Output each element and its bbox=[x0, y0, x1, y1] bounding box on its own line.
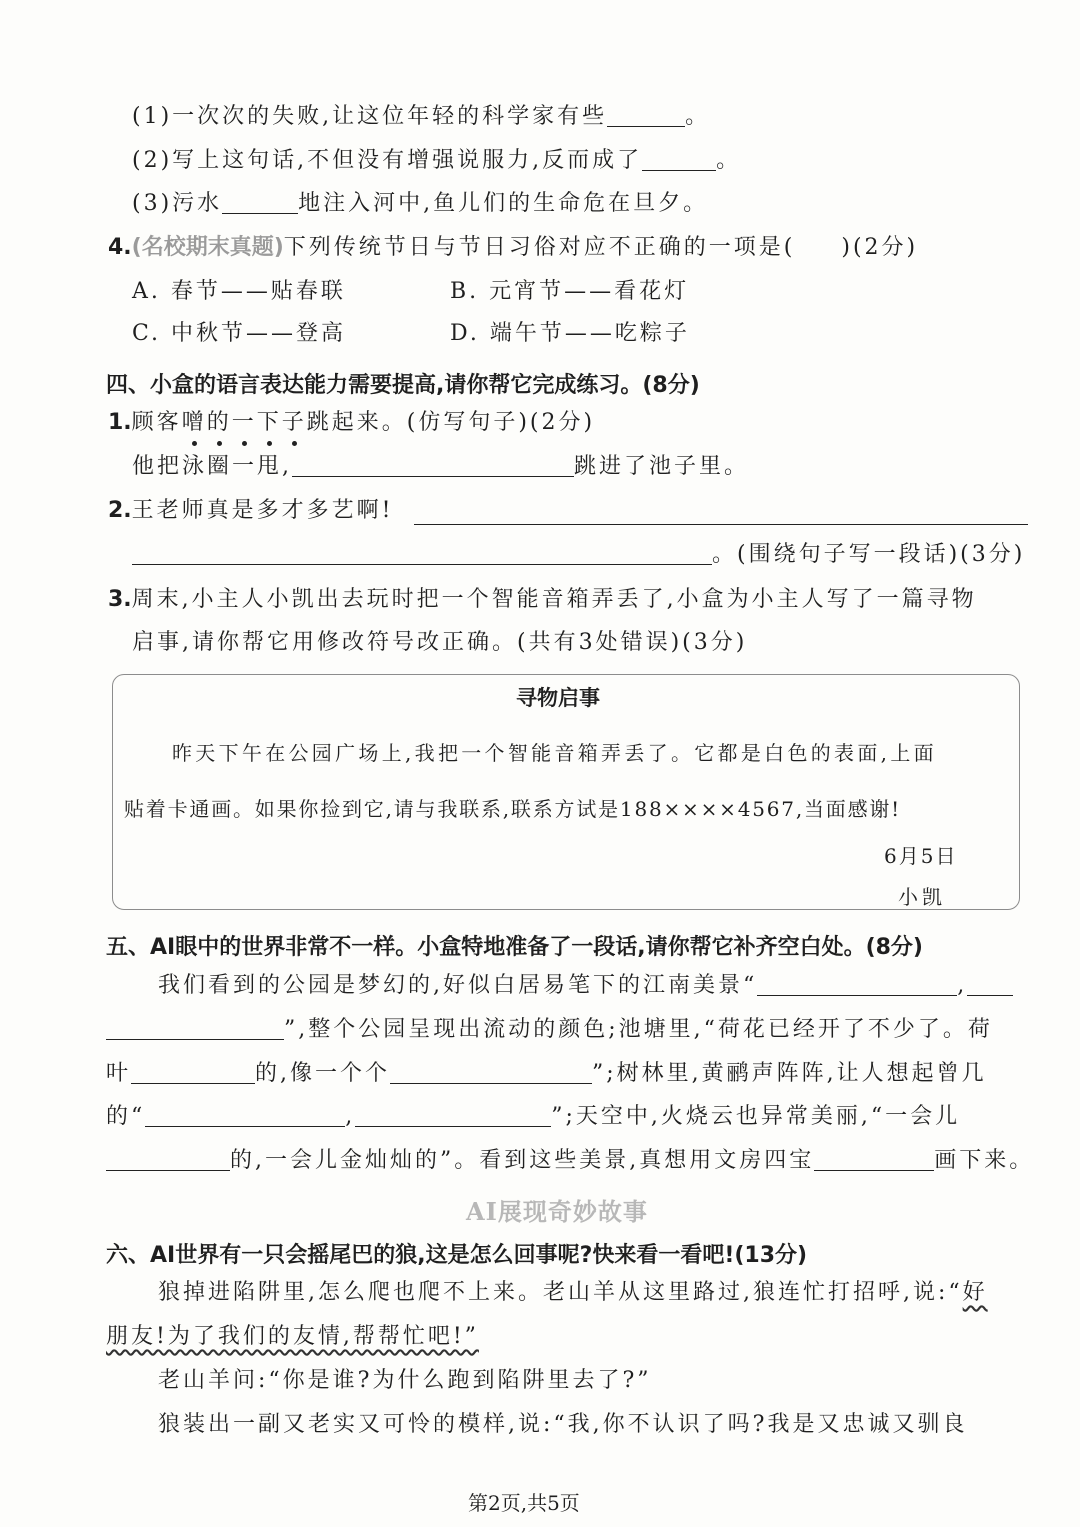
q3-item-2 bbox=[132, 150, 741, 172]
q4-option-a: A. 春节——贴春联 bbox=[132, 279, 346, 304]
section6-title: 六、AI世界有一只会摇尾巴的狼,这是怎么回事呢?快来看一看吧!(13分) bbox=[106, 1243, 808, 1268]
s5-text: 我们看到的公园是梦幻的,好似白居易笔下的江南美景“ bbox=[158, 973, 758, 998]
s4-q3-line1 bbox=[108, 589, 977, 611]
emphasis-char: 子 bbox=[281, 410, 307, 435]
s6-para-2: 老山羊问:“你是谁?为什么跑到陷阱里去了?” bbox=[158, 1368, 652, 1393]
answer-blank[interactable] bbox=[106, 1169, 230, 1171]
s5-line-1 bbox=[158, 975, 1013, 997]
emphasis-char: 下 bbox=[256, 410, 282, 435]
q3-item-3-end: 地注入河中,鱼儿们的生命危在旦夕。 bbox=[298, 191, 709, 216]
s5-text: , bbox=[957, 973, 968, 998]
q4-tag: (名校期末真题) bbox=[131, 235, 284, 260]
answer-blank[interactable] bbox=[967, 994, 1013, 996]
s4-q1-pre: 顾客 bbox=[131, 410, 182, 435]
s4-q3-number: 3. bbox=[108, 587, 132, 612]
q3-item-1-end: 。 bbox=[685, 104, 711, 129]
s5-text: ”;天空中,火烧云也异常美丽,“一会儿 bbox=[551, 1104, 961, 1129]
s4-q1-number: 1. bbox=[108, 410, 132, 435]
s4-q1-line2-a: 他把泳圈一甩, bbox=[132, 454, 292, 479]
q4-number: 4. bbox=[108, 235, 132, 260]
q3-item-1-text: (1)一次次的失败,让这位年轻的科学家有些 bbox=[132, 104, 608, 129]
answer-blank[interactable] bbox=[814, 1169, 934, 1171]
q4-text: 下列传统节日与节日习俗对应不正确的一项是( bbox=[283, 235, 796, 260]
s6-text: 狼掉进陷阱里,怎么爬也爬不上来。老山羊从这里路过,狼连忙打招呼,说:“ bbox=[158, 1280, 963, 1305]
s6-para-3: 狼装出一副又老实又可怜的模样,说:“我,你不认识了吗?我是又忠诚又驯良 bbox=[158, 1412, 968, 1437]
s4-q3-text: 周末,小主人小凯出去玩时把一个智能音箱弄丢了,小盒为小主人写了一篇寻物 bbox=[131, 587, 977, 612]
q4-option-d: D. 端午节——吃粽子 bbox=[450, 321, 690, 346]
notice-title: 寻物启事 bbox=[516, 686, 600, 710]
q4-option-b: B. 元宵节——看花灯 bbox=[450, 279, 690, 304]
q3-item-2-text: (2)写上这句话,不但没有增强说服力,反而成了 bbox=[132, 148, 643, 173]
s5-line-2 bbox=[106, 1019, 993, 1041]
s4-q2-tail: 。(围绕句子写一段话)(3分) bbox=[712, 542, 1026, 567]
section5-title: 五、AI眼中的世界非常不一样。小盒特地准备了一段话,请你帮它补齐空白处。(8分) bbox=[106, 935, 923, 960]
page-footer: 第2页,共5页 bbox=[468, 1491, 580, 1515]
s4-q1-stem bbox=[108, 412, 595, 434]
s4-q2-stem bbox=[108, 500, 394, 522]
s5-text: ”;树林里,黄鹂声阵阵,让人想起曾几 bbox=[592, 1061, 987, 1086]
notice-line-1[interactable]: 昨天下午在公园广场上,我把一个智能音箱弄丢了。它都是白色的表面,上面 bbox=[172, 741, 937, 765]
answer-blank[interactable] bbox=[145, 1125, 345, 1127]
s5-text: 画下来。 bbox=[934, 1148, 1035, 1173]
answer-blank[interactable] bbox=[292, 475, 574, 477]
section4-title: 四、小盒的语言表达能力需要提高,请你帮它完成练习。(8分) bbox=[106, 373, 700, 398]
ai-story-banner: AI展现奇妙故事 bbox=[466, 1197, 648, 1226]
q4-option-c: C. 中秋节——登高 bbox=[132, 321, 347, 346]
notice-line-2[interactable]: 贴着卡通画。如果你捡到它,请与我联系,联系方试是188××××4567,当面感谢! bbox=[124, 797, 902, 821]
emphasis-char: 的 bbox=[206, 410, 232, 435]
answer-line[interactable] bbox=[414, 524, 1028, 525]
s4-q3-line2: 启事,请你帮它用修改符号改正确。(共有3处错误)(3分) bbox=[132, 630, 748, 655]
answer-blank[interactable] bbox=[355, 1125, 551, 1127]
s5-line-3 bbox=[106, 1063, 987, 1085]
emphasis-char: 一 bbox=[231, 410, 257, 435]
s4-q1-post: 跳起来。(仿写句子)(2分) bbox=[306, 410, 596, 435]
notice-date: 6月5日 bbox=[884, 844, 958, 868]
s6-underlined-text: 朋友!为了我们的友情,帮帮忙吧!” bbox=[106, 1324, 479, 1349]
notice-signature: 小凯 bbox=[898, 885, 946, 909]
answer-blank[interactable] bbox=[131, 1082, 255, 1084]
answer-blank[interactable] bbox=[390, 1082, 592, 1084]
s4-q2-line2 bbox=[132, 544, 1025, 566]
answer-blank[interactable] bbox=[757, 994, 957, 996]
answer-blank[interactable] bbox=[642, 169, 716, 171]
s5-text: 叶 bbox=[106, 1061, 132, 1086]
q3-item-3-text: (3)污水 bbox=[132, 191, 223, 216]
q4-tail: )(2分) bbox=[841, 235, 919, 260]
s5-line-4 bbox=[106, 1106, 960, 1128]
q4-stem bbox=[108, 237, 918, 259]
answer-blank[interactable] bbox=[222, 212, 298, 214]
q3-item-2-end: 。 bbox=[716, 148, 742, 173]
s5-text: ”,整个公园呈现出流动的颜色;池塘里,“荷花已经开了不少了。荷 bbox=[284, 1017, 993, 1042]
s5-text: 的,一会儿金灿灿的”。看到这些美景,真想用文房四宝 bbox=[230, 1148, 815, 1173]
answer-line[interactable] bbox=[132, 563, 712, 565]
emphasis-char: 噌 bbox=[181, 410, 207, 435]
s5-text: , bbox=[345, 1104, 356, 1129]
s4-q1-line2 bbox=[132, 456, 749, 478]
s4-q2-text: 王老师真是多才多艺啊! bbox=[131, 498, 394, 523]
s4-q2-number: 2. bbox=[108, 498, 132, 523]
answer-blank[interactable] bbox=[106, 1038, 284, 1040]
s4-q1-line2-b: 跳进了池子里。 bbox=[574, 454, 750, 479]
s5-text: 的“ bbox=[106, 1104, 146, 1129]
answer-blank[interactable] bbox=[607, 125, 685, 127]
s6-underlined-text: 好 bbox=[962, 1280, 988, 1305]
s5-text: 的,像一个个 bbox=[255, 1061, 391, 1086]
q3-item-3 bbox=[132, 193, 708, 215]
s5-line-5 bbox=[106, 1150, 1034, 1172]
s6-para-1-line-2 bbox=[106, 1326, 479, 1348]
q3-item-1 bbox=[132, 106, 710, 128]
s6-para-1-line-1 bbox=[158, 1282, 988, 1304]
